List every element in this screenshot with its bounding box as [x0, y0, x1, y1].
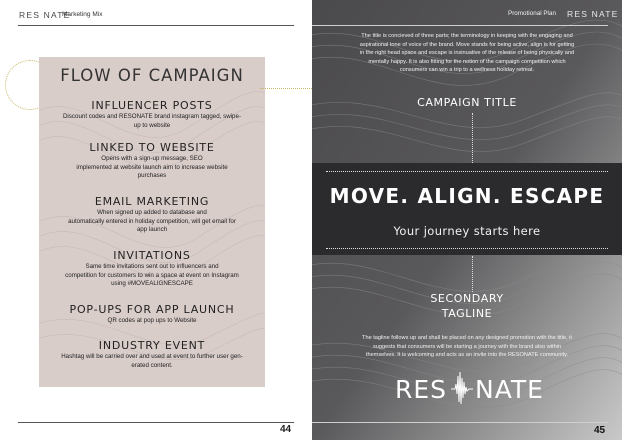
- body-line: automatically entered in holiday competition, will get email for: [68, 217, 236, 225]
- outro-paragraph: [332, 334, 602, 360]
- brand-logo: RES NATE: [19, 10, 71, 20]
- dotted-rule: [326, 171, 608, 172]
- title-band: [312, 163, 622, 255]
- body-line: Hashtag will be carried over and used at event to further user gen-: [61, 353, 243, 360]
- body-line: up to website: [133, 121, 171, 129]
- section-body: [45, 155, 259, 181]
- sound-wave-icon: [451, 372, 473, 404]
- decorative-dotted-line: [260, 88, 312, 89]
- right-page: [312, 0, 622, 440]
- paragraph-line: The title is concieved of three parts; the terminology in keeping with the engaging and: [361, 33, 573, 39]
- paragraph-line: in the right head space and escape is insinuative of the release of being physically and: [359, 50, 575, 57]
- resonate-logo: [395, 370, 555, 406]
- body-line: erated content.: [131, 361, 173, 369]
- section-heading: INVITATIONS: [113, 249, 191, 262]
- section-linked-to-website: [45, 141, 259, 181]
- body-line: Opens with a sign-up message, SEO: [101, 155, 203, 162]
- section-body: [45, 353, 259, 370]
- body-line: implemented at website launch aim to increase website: [76, 163, 228, 171]
- body-line: using #MOVEALIGNESCAPE: [111, 280, 193, 288]
- section-influencer-posts: [45, 99, 259, 130]
- header-divider: [312, 25, 608, 26]
- body-line: QR codes at pop ups to Website: [107, 317, 197, 324]
- dotted-connector: [472, 113, 473, 163]
- body-line: When signed up added to database and: [97, 209, 207, 216]
- paragraph-line: The tagline follows up and shall be placed on any designed promotion with the title, it: [362, 335, 572, 341]
- footer-divider: [312, 422, 608, 423]
- footer-divider: [18, 422, 294, 423]
- paragraph-line: suggests that consumers will be starting a journey with the brand also within: [372, 343, 562, 350]
- paragraph-line: themselves. It is welcoming and acts as an invite into the RESONATE community.: [365, 352, 569, 359]
- section-heading: LINKED TO WEBSITE: [89, 141, 215, 154]
- label-line: TAGLINE: [441, 306, 493, 320]
- body-line: app launch: [136, 226, 168, 234]
- secondary-tagline-label: [312, 292, 622, 321]
- brand-logo: RES NATE: [567, 9, 619, 19]
- section-email-marketing: [45, 195, 259, 235]
- paragraph-line: aspirational tone of voice of the brand. Move stands for being active, align is for getting: [359, 41, 575, 48]
- section-heading: POP-UPS FOR APP LAUNCH: [69, 303, 235, 316]
- section-body: [45, 209, 259, 235]
- logo-right-text: NATE: [475, 375, 544, 404]
- card-title: FLOW OF CAMPAIGN: [60, 66, 244, 85]
- intro-paragraph: [332, 32, 602, 75]
- section-heading: EMAIL MARKETING: [94, 195, 210, 208]
- section-body: [45, 317, 259, 326]
- body-line: purchases: [137, 172, 167, 180]
- section-industry-event: [45, 339, 259, 370]
- logo-left-text: RES: [395, 375, 448, 404]
- section-body: [45, 263, 259, 289]
- section-body: [45, 113, 259, 130]
- section-invitations: [45, 249, 259, 289]
- paragraph-line: consumers can win a trip to a wellness holiday retreat.: [399, 67, 535, 74]
- section-title: Promotional Plan: [508, 10, 556, 17]
- section-title: Marketing Mix: [62, 11, 103, 18]
- page-number: 45: [594, 425, 606, 436]
- paragraph-line: mentally happy. It is also fitting for the notion of the campaign competition which: [368, 58, 566, 65]
- campaign-title-label: CAMPAIGN TITLE: [417, 96, 517, 109]
- label-line: SECONDARY: [430, 292, 504, 305]
- section-pop-ups: [45, 303, 259, 326]
- dotted-rule: [326, 248, 608, 249]
- section-heading: INDUSTRY EVENT: [98, 339, 206, 352]
- section-heading: INFLUENCER POSTS: [91, 99, 213, 112]
- body-line: Discount codes and RESONATE brand instagram tagged, swipe-: [62, 113, 242, 120]
- dotted-connector: [472, 256, 473, 292]
- campaign-main-title: MOVE. ALIGN. ESCAPE: [329, 184, 605, 208]
- body-line: Same time invitations sent out to influencers and: [85, 263, 219, 270]
- header-divider: [18, 25, 294, 26]
- body-line: competition for customers to win a space at event on Instagram: [65, 271, 239, 279]
- page-number: 44: [280, 424, 292, 435]
- campaign-tagline: Your journey starts here: [393, 224, 541, 238]
- campaign-flow-card: [39, 57, 265, 387]
